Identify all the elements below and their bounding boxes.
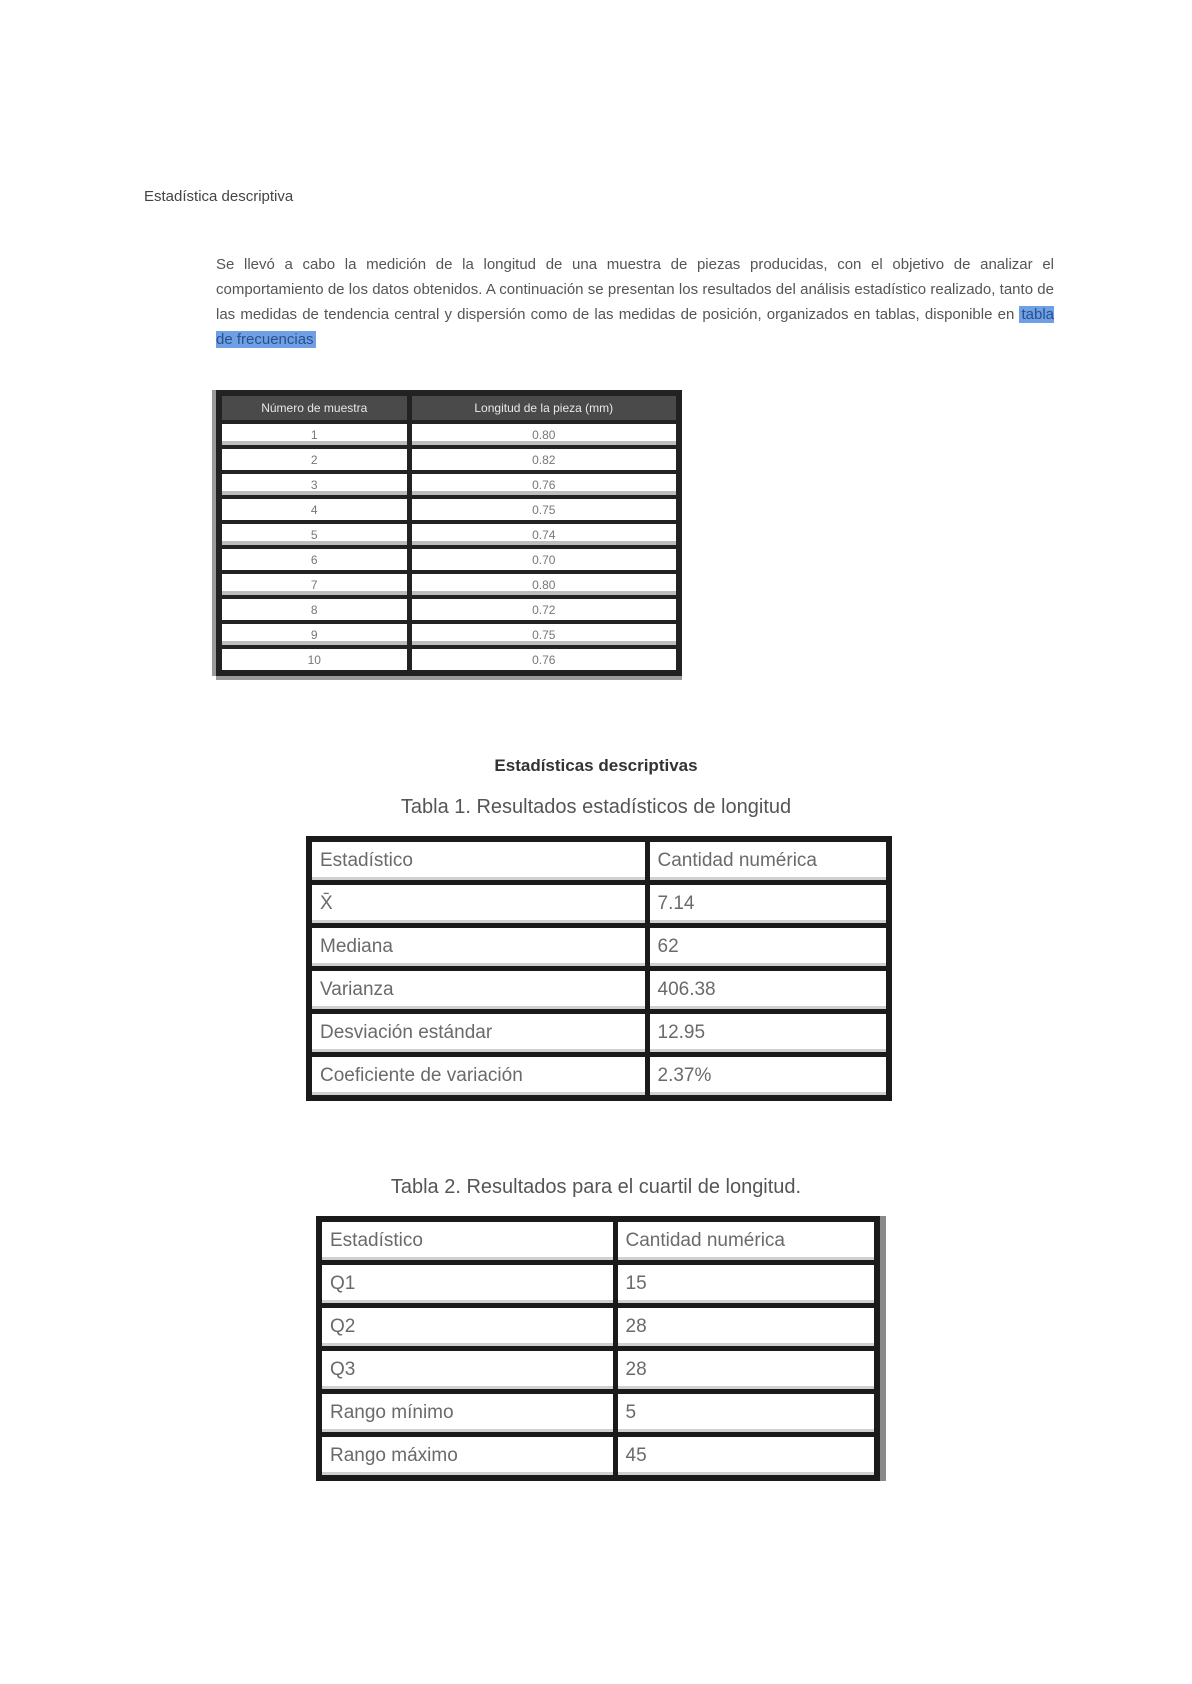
table-cell-value: 0.70 <box>409 547 679 572</box>
table-cell-value: 0.82 <box>409 447 679 472</box>
table-cell-label: 6 <box>219 547 409 572</box>
table-row <box>309 1055 889 1099</box>
table-cell-value: 28 <box>615 1349 877 1392</box>
table-cell-label: 7 <box>219 572 409 597</box>
stats-table-2 <box>316 1216 880 1481</box>
table-cell-label: Q3 <box>319 1349 615 1392</box>
table-row <box>219 547 679 572</box>
table-row <box>309 1012 889 1055</box>
table-cell-label: Desviación estándar <box>309 1012 647 1055</box>
table-cell-label: 5 <box>219 522 409 547</box>
table-row <box>219 497 679 522</box>
table-row <box>319 1263 877 1306</box>
table-row <box>219 522 679 547</box>
table-cell-value: 0.74 <box>409 522 679 547</box>
table-row <box>219 472 679 497</box>
table-row <box>319 1435 877 1479</box>
column-header-sample: Número de muestra <box>219 393 409 422</box>
table-row <box>219 572 679 597</box>
table-cell-value: 15 <box>615 1263 877 1306</box>
table-row <box>319 1349 877 1392</box>
table-cell-label: Rango máximo <box>319 1435 615 1479</box>
intro-text: Se llevó a cabo la medición de la longitud de una muestra de piezas producidas, con el objetivo de analizar el comportamiento de los datos obtenidos. A continuación se presentan los resultados del análisis estadístico realizado, tanto de las medidas de tendencia central y dispersión como de las medidas de posición, organizados en tablas, disponible en <box>216 256 1054 323</box>
table-row <box>319 1219 877 1263</box>
table-cell-value: 0.76 <box>409 647 679 673</box>
table-cell-value: 0.75 <box>409 497 679 522</box>
table-cell-value: 406.38 <box>647 969 889 1012</box>
table1-caption: Tabla 1. Resultados estadísticos de longitud <box>400 796 792 818</box>
table-cell-value: 0.72 <box>409 597 679 622</box>
table-cell-value: 0.80 <box>409 572 679 597</box>
table-cell-label: 3 <box>219 472 409 497</box>
table2-caption: Tabla 2. Resultados para el cuartil de longitud. <box>390 1176 802 1198</box>
intro-paragraph <box>216 252 1054 352</box>
table-cell-value: 0.80 <box>409 422 679 447</box>
table-cell-label: Estadístico <box>309 839 647 883</box>
table-row <box>309 969 889 1012</box>
stats-section-title: Estadísticas descriptivas <box>494 756 698 775</box>
table-cell-label: 8 <box>219 597 409 622</box>
table-row <box>309 883 889 926</box>
table-cell-label: Rango mínimo <box>319 1392 615 1435</box>
table-row <box>319 1392 877 1435</box>
section-heading: Estadística descriptiva <box>144 188 294 205</box>
table-row <box>309 839 889 883</box>
table-cell-value: 62 <box>647 926 889 969</box>
table-cell-label: Mediana <box>309 926 647 969</box>
table-row <box>309 926 889 969</box>
table-row <box>219 647 679 673</box>
table-header-row <box>219 393 679 422</box>
table-row <box>219 597 679 622</box>
table-cell-value: 0.75 <box>409 622 679 647</box>
table-cell-value: 0.76 <box>409 472 679 497</box>
table-cell-value: Cantidad numérica <box>647 839 889 883</box>
intro-link[interactable]: tabla de frecuencias <box>216 306 1054 348</box>
table-cell-value: 5 <box>615 1392 877 1435</box>
table-cell-value: 7.14 <box>647 883 889 926</box>
table-cell-label: X̄ <box>309 883 647 926</box>
data-table <box>216 390 682 676</box>
column-header-length: Longitud de la pieza (mm) <box>409 393 679 422</box>
table-cell-value: 28 <box>615 1306 877 1349</box>
table-cell-label: 4 <box>219 497 409 522</box>
table-cell-label: Varianza <box>309 969 647 1012</box>
table-cell-value: 12.95 <box>647 1012 889 1055</box>
table-row <box>219 422 679 447</box>
table-row <box>319 1306 877 1349</box>
table-cell-label: Estadístico <box>319 1219 615 1263</box>
table-cell-label: 2 <box>219 447 409 472</box>
table-cell-value: 45 <box>615 1435 877 1479</box>
table-row <box>219 622 679 647</box>
table-cell-value: Cantidad numérica <box>615 1219 877 1263</box>
table-cell-label: Q2 <box>319 1306 615 1349</box>
stats-table-1 <box>306 836 892 1101</box>
table-cell-label: 9 <box>219 622 409 647</box>
table-cell-label: Coeficiente de variación <box>309 1055 647 1099</box>
table-cell-label: 1 <box>219 422 409 447</box>
table-cell-label: Q1 <box>319 1263 615 1306</box>
table-row <box>219 447 679 472</box>
table-cell-value: 2.37% <box>647 1055 889 1099</box>
table-cell-label: 10 <box>219 647 409 673</box>
